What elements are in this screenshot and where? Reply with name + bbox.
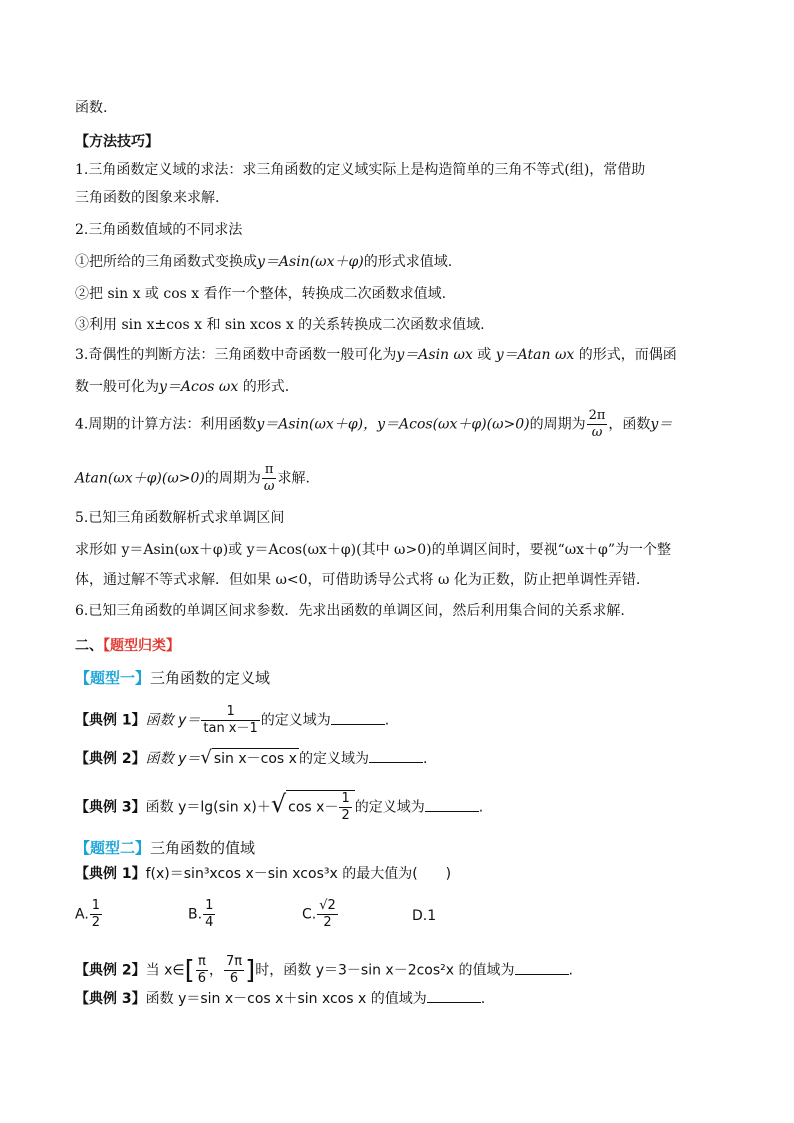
type-2-example-2: 【典例 2】当 x∈[ $\frac{\pi}{6}$ ， $\frac{7\pi}{6}$ ]时，函数 y＝3－sin x－2cos²x 的值域为 . <box>75 954 573 986</box>
option-d[interactable]: D.1 <box>412 908 437 924</box>
left-bracket: [ <box>184 955 195 986</box>
radicand: sin x－cos x <box>212 748 299 769</box>
top-line: 函数. <box>75 100 108 116</box>
answer-blank[interactable] <box>331 710 385 725</box>
method-2-a-formula: y＝Asin(ωx＋φ) <box>257 254 364 270</box>
right-bracket: ] <box>245 955 256 986</box>
type-1-heading <box>75 668 270 688</box>
example-text: 的定义域为 <box>260 712 331 729</box>
radicand: cos x－ $\frac{1}{2}$ <box>286 790 355 824</box>
method-4-text-c: 的周期为 <box>529 416 586 433</box>
example-tag: 【典例 3】 <box>75 799 146 816</box>
option-c[interactable]: C. $\frac{√2}{2}$ <box>302 898 336 930</box>
example-text: 当 x∈ <box>145 962 185 979</box>
method-4-text-period: 的周期为 <box>204 470 261 487</box>
method-3-text-l2c: 的形式. <box>238 379 290 395</box>
method-2-c: ③利用 sin x±cos x 和 sin xcos x 的关系转换成二次函数求值域. <box>75 317 485 333</box>
method-4-line-2 <box>75 462 310 495</box>
method-3-formula-sin: y＝Asin ωx <box>396 347 473 363</box>
example-text: 函数 y＝sin x－cos x＋sin xcos x 的值域为 <box>145 991 427 1007</box>
section-2-heading <box>75 636 180 656</box>
method-3-line-1 <box>75 345 677 365</box>
method-2-b: ②把 sin x 或 cos x 看作一个整体，转换成二次函数求值域. <box>75 286 447 302</box>
type-2-example-1 <box>75 864 451 884</box>
answer-blank[interactable] <box>515 960 569 975</box>
method-3-line-2 <box>75 377 289 397</box>
example-function: 函数 y＝lg(sin x)＋ <box>145 799 271 816</box>
option-a[interactable]: A. $\frac{1}{2}$ <box>75 898 101 930</box>
answer-blank[interactable] <box>427 988 481 1003</box>
method-5-line-1: 求形如 y＝Asin(ωx＋φ)或 y＝Acos(ωx＋φ)(其中 ω>0)的单调区间时，要视“ωx＋φ”为一个整 <box>75 542 672 558</box>
method-3-text-l2a: 数一般可化为 <box>75 379 159 395</box>
method-4-text-end: 求解. <box>277 470 310 487</box>
method-6: 6.已知三角函数的单调区间求参数．先求出函数的单调区间，然后利用集合间的关系求解. <box>75 603 625 619</box>
type-2-title: 三角函数的值域 <box>150 839 256 857</box>
method-2-a <box>75 252 452 272</box>
method-2-title: 2.三角函数值域的不同求法 <box>75 222 243 238</box>
method-5-title: 5.已知三角函数解析式求单调区间 <box>75 510 285 526</box>
method-5-line-2: 体，通过解不等式求解．但如果 ω<0，可借助诱导公式将 ω 化为正数，防止把单调性弄错. <box>75 572 641 588</box>
method-3-formula-tan: y＝Atan ωx <box>495 347 575 363</box>
radical-sign: √ <box>270 789 287 818</box>
example-text: f(x)＝sin³xcos x－sin xcos³x 的最大值为( ) <box>145 866 452 882</box>
method-3-text-a: 3.奇偶性的判断方法：三角函数中奇函数一般可化为 <box>75 347 397 363</box>
answer-blank[interactable] <box>369 748 423 763</box>
example-text: 的定义域为 <box>354 799 425 816</box>
type-1-example-3: 【典例 3】函数 y＝lg(sin x)＋√ cos x－ $\frac{1}{2}$ 的定义域为 . <box>75 789 484 823</box>
fraction-2pi-omega: $\frac{2\pi}{\omega}$ <box>588 408 606 440</box>
type-2-tag: 【题型二】 <box>75 839 151 857</box>
example-tag: 【典例 1】 <box>75 866 146 882</box>
method-2-a-tail: 的形式求值域. <box>363 254 453 270</box>
method-3-text-e: 的形式，而偶函 <box>574 347 677 363</box>
fraction-7pi-6: $\frac{7\pi}{6}$ <box>226 954 243 986</box>
type-2-example-3: 【典例 3】函数 y＝sin x－cos x＋sin xcos x 的值域为 . <box>75 988 485 1009</box>
example-tag: 【典例 1】 <box>75 712 146 729</box>
method-4-text-e: y＝ <box>650 416 673 433</box>
type-1-title: 三角函数的定义域 <box>150 669 271 687</box>
methods-title: 【方法技巧】 <box>75 134 159 150</box>
section-2-prefix: 二、 <box>75 638 103 654</box>
method-1-line-1: 1.三角函数定义域的求法：求三角函数的定义域实际上是构造简单的三角不等式(组)，常借助 <box>75 162 646 178</box>
method-4-formula-tan: Atan(ωx＋φ)(ω>0) <box>75 470 205 487</box>
method-1-line-2: 三角函数的图象来求解. <box>75 190 220 206</box>
fraction-1-over-tan: $\frac{1}{\text{tan x－1}}$ <box>203 704 258 736</box>
example-tag: 【典例 2】 <box>75 962 146 979</box>
method-4-text-a: 4.周期的计算方法：利用函数 <box>75 416 257 433</box>
example-text: 的定义域为 <box>298 751 369 767</box>
fraction-one-half: $\frac{1}{2}$ <box>341 791 350 823</box>
type-1-example-1: 【典例 1】函数 y＝ $\frac{1}{\text{tan x－1}}$ 的定义域为 . <box>75 704 390 736</box>
fraction-pi-omega: $\frac{\pi}{\omega}$ <box>263 462 275 494</box>
method-4-line-1 <box>75 408 672 441</box>
fraction-pi-6: $\frac{\pi}{6}$ <box>197 954 206 986</box>
option-b[interactable]: B. $\frac{1}{4}$ <box>188 898 214 930</box>
example-tag: 【典例 2】 <box>75 751 146 767</box>
method-4-formula: y＝Asin(ωx＋φ)，y＝Acos(ωx＋φ)(ω>0) <box>256 416 530 433</box>
example-tag: 【典例 3】 <box>75 991 146 1007</box>
method-2-a-text: ①把所给的三角函数式变换成 <box>75 254 257 270</box>
example-text-2: 时，函数 y＝3－sin x－2cos²x 的值域为 <box>255 962 515 979</box>
method-3-text-or: 或 <box>472 347 496 363</box>
method-3-formula-cos: y＝Acos ωx <box>159 379 239 395</box>
method-4-text-d: ，函数 <box>608 416 651 433</box>
type-1-example-2: 【典例 2】函数 y＝√ sin x－cos x 的定义域为 . <box>75 747 428 768</box>
answer-blank[interactable] <box>425 797 479 812</box>
type-2-heading <box>75 838 255 858</box>
example-function: 函数 y＝ <box>145 751 201 767</box>
radical-sign: √ <box>200 747 212 768</box>
type-1-tag: 【题型一】 <box>75 669 151 687</box>
example-function: 函数 y＝ <box>145 712 201 729</box>
section-2-label: 【题型归类】 <box>103 638 180 654</box>
